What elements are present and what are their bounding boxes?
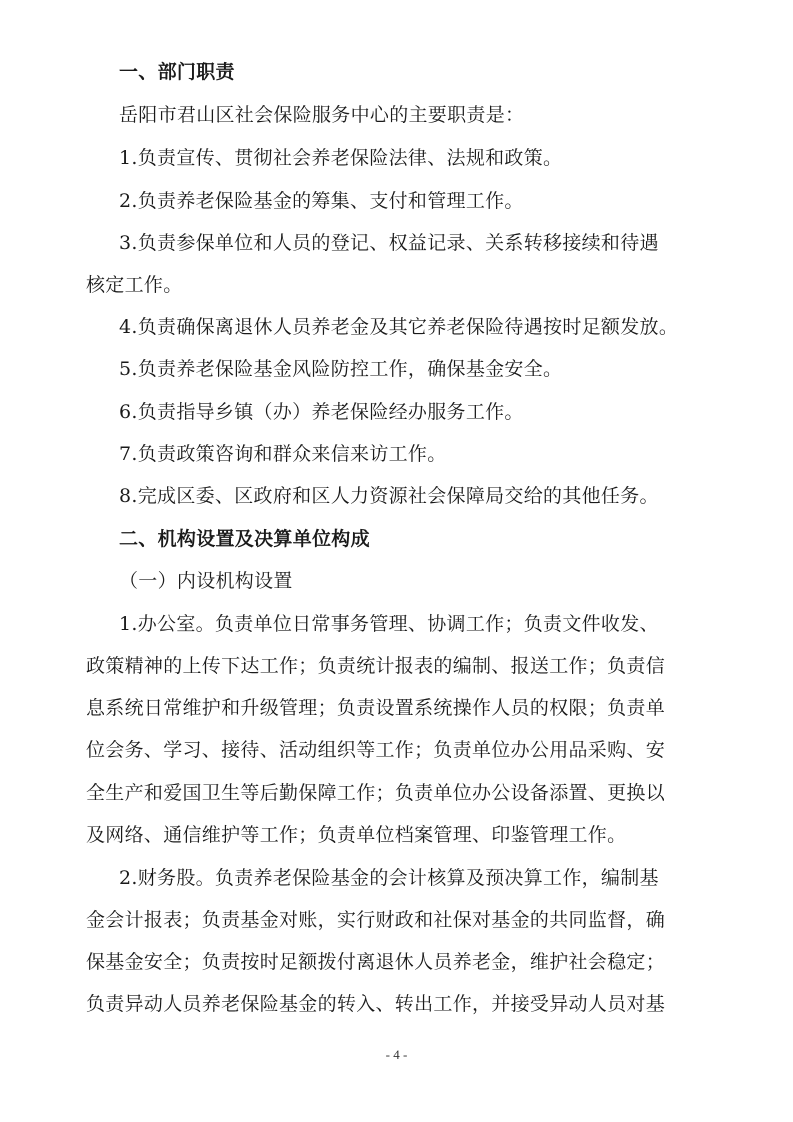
duty-item-4: 4.负责确保离退休人员养老金及其它养老保险待遇按时足额发放。 bbox=[119, 316, 679, 338]
duty-item-3: 3.负责参保单位和人员的登记、权益记录、关系转移接续和待遇 bbox=[119, 232, 659, 254]
finance-paragraph-line-1: 2.财务股。负责养老保险基金的会计核算及预决算工作，编制基 bbox=[119, 867, 659, 889]
section-2-heading: 二、机构设置及决算单位构成 bbox=[119, 528, 370, 550]
office-paragraph-line-3: 息系统日常维护和升级管理；负责设置系统操作人员的权限；负责单 bbox=[86, 697, 666, 719]
duty-item-5: 5.负责养老保险基金风险防控工作，确保基金安全。 bbox=[119, 358, 563, 380]
finance-paragraph-line-3: 保基金安全；负责按时足额拨付离退休人员养老金，维护社会稳定； bbox=[86, 951, 666, 973]
section-2-subheading: （一）内设机构设置 bbox=[119, 570, 293, 592]
finance-paragraph-line-2: 金会计报表；负责基金对账，实行财政和社保对基金的共同监督，确 bbox=[86, 909, 666, 931]
section-1-heading: 一、部门职责 bbox=[119, 61, 235, 83]
duty-item-6: 6.负责指导乡镇（办）养老保险经办服务工作。 bbox=[119, 401, 524, 423]
duty-item-2: 2.负责养老保险基金的筹集、支付和管理工作。 bbox=[119, 190, 524, 212]
duty-item-3-continued: 核定工作。 bbox=[86, 274, 183, 296]
office-paragraph-line-4: 位会务、学习、接待、活动组织等工作；负责单位办公用品采购、安 bbox=[86, 739, 666, 761]
office-paragraph-line-1: 1.办公室。负责单位日常事务管理、协调工作；负责文件收发、 bbox=[119, 613, 659, 635]
duty-item-1: 1.负责宣传、贯彻社会养老保险法律、法规和政策。 bbox=[119, 147, 563, 169]
section-1-intro: 岳阳市君山区社会保险服务中心的主要职责是： bbox=[119, 104, 525, 126]
finance-paragraph-line-4: 负责异动人员养老保险基金的转入、转出工作，并接受异动人员对基 bbox=[86, 993, 666, 1015]
page-number: - 4 - bbox=[385, 1047, 408, 1062]
office-paragraph-line-5: 全生产和爱国卫生等后勤保障工作；负责单位办公设备添置、更换以 bbox=[86, 782, 666, 804]
duty-item-7: 7.负责政策咨询和群众来信来访工作。 bbox=[119, 443, 447, 465]
office-paragraph-line-2: 政策精神的上传下达工作；负责统计报表的编制、报送工作；负责信 bbox=[86, 655, 666, 677]
duty-item-8: 8.完成区委、区政府和区人力资源社会保障局交给的其他任务。 bbox=[119, 485, 659, 507]
office-paragraph-line-6: 及网络、通信维护等工作；负责单位档案管理、印鉴管理工作。 bbox=[86, 824, 627, 846]
